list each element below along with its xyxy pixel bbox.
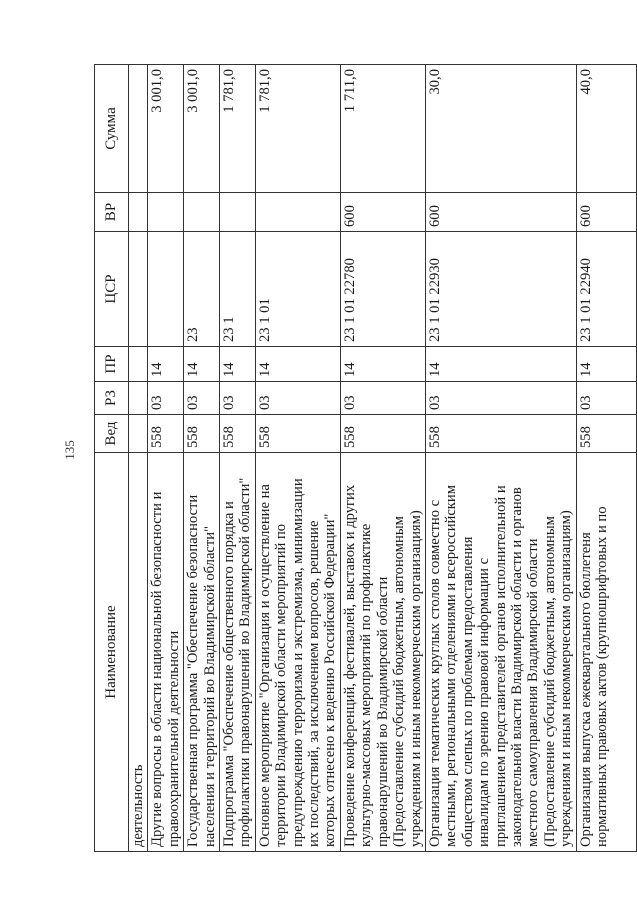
cell-pr: 14 [340, 347, 425, 382]
cell-pr: 14 [184, 347, 220, 382]
cell-vr: 600 [425, 193, 576, 232]
cell-name [220, 453, 256, 852]
name-line: Государственная программа "Обеспечение безопасности [185, 494, 202, 847]
cell-sum: 3 001,0 [148, 65, 184, 193]
name-line: Организация выпуска ежеквартального бюллетеня [577, 532, 594, 847]
name-line: местного самоуправления Владимирской области [525, 538, 542, 847]
cell-rz: 03 [148, 382, 184, 415]
cell-csr: 23 1 [220, 232, 256, 347]
budget-table [94, 64, 637, 852]
table-row [340, 65, 425, 852]
cell-csr: 23 1 01 22930 [425, 232, 576, 347]
cell-name [184, 453, 220, 852]
cell-ved: 558 [220, 415, 256, 453]
cell-vr [220, 193, 256, 232]
table-row [425, 65, 576, 852]
name-line: правоохранительной деятельности [165, 630, 182, 847]
name-line: культурно-массовых мероприятий по профилактике [358, 523, 375, 847]
header-rz: РЗ [95, 382, 129, 415]
name-line: их последствий, за исключением вопросов, решение [306, 520, 323, 847]
cell-sum: 30,0 [425, 65, 576, 193]
name-line: приглашением представителей органов исполнительной и [492, 485, 509, 847]
name-line: учреждениям и иным некоммерческим организациям) [558, 510, 575, 847]
cell-rz: 03 [184, 382, 220, 415]
cell-pr: 14 [148, 347, 184, 382]
cell-csr: 23 1 01 22780 [340, 232, 425, 347]
header-csr: ЦСР [95, 232, 129, 347]
page-number: 135 [62, 440, 77, 460]
cell-ved: 558 [184, 415, 220, 453]
name-line: Проведение конференций, фестивалей, выставок и других [341, 484, 358, 847]
header-pr: ПР [95, 347, 129, 382]
name-line: территории Владимирской области мероприятий по [273, 523, 290, 847]
name-line: обществом слепых по проблемам предоставления [459, 536, 476, 847]
name-line: местными, региональными отделениями и всероссийским [443, 485, 460, 847]
cell-vr: 600 [340, 193, 425, 232]
cell-ved: 558 [576, 415, 636, 453]
table-row [220, 65, 256, 852]
cell-sum: 1 781,0 [220, 65, 256, 193]
cell-csr: 23 1 01 [255, 232, 340, 347]
cell-vr [255, 193, 340, 232]
cell-sum: 1 711,0 [340, 65, 425, 193]
cell-rz: 03 [425, 382, 576, 415]
cell-name [576, 453, 636, 852]
name-line: учреждениям и иным некоммерческим организациям) [407, 510, 424, 847]
table-row [129, 65, 148, 852]
name-line: населения и территорий во Владимирской области" [201, 525, 218, 847]
cell-name [148, 453, 184, 852]
cell-ved: 558 [425, 415, 576, 453]
cell-name [129, 453, 148, 852]
cell-pr: 14 [220, 347, 256, 382]
header-sum: Сумма [95, 65, 129, 193]
cell-rz [129, 382, 148, 415]
cell-rz: 03 [255, 382, 340, 415]
cell-sum: 1 781,0 [255, 65, 340, 193]
cell-csr: 23 [184, 232, 220, 347]
cell-name [255, 453, 340, 852]
cell-sum: 40,0 [576, 65, 636, 193]
cell-ved: 558 [340, 415, 425, 453]
cell-name [340, 453, 425, 852]
table-row [148, 65, 184, 852]
cell-rz: 03 [220, 382, 256, 415]
cell-ved [129, 415, 148, 453]
cell-vr: 600 [576, 193, 636, 232]
cell-vr [129, 193, 148, 232]
cell-name [425, 453, 576, 852]
cell-csr [129, 232, 148, 347]
name-line: Организация тематических круглых столов совместно с [426, 499, 443, 847]
cell-csr [148, 232, 184, 347]
cell-sum [129, 65, 148, 193]
name-line: Другие вопросы в области национальной безопасности и [149, 491, 166, 847]
table-row [255, 65, 340, 852]
name-line: правонарушений во Владимирской области [374, 576, 391, 847]
cell-ved: 558 [255, 415, 340, 453]
name-line: (Предоставление субсидий бюджетным, автономным [541, 516, 558, 847]
cell-vr [184, 193, 220, 232]
cell-rz: 03 [576, 382, 636, 415]
cell-vr [148, 193, 184, 232]
cell-ved: 558 [148, 415, 184, 453]
cell-sum: 3 001,0 [184, 65, 220, 193]
name-line: законодательной власти Владимирской области и органов [508, 487, 525, 847]
header-vr: ВР [95, 193, 129, 232]
name-line: инвалидам по зрению правовой информации с [476, 557, 493, 847]
name-line: предупреждению терроризма и экстремизма, минимизации [289, 478, 306, 847]
name-line: деятельность [130, 764, 146, 847]
cell-rz: 03 [340, 382, 425, 415]
name-line: (Предоставление субсидий бюджетным, автономным [391, 516, 408, 847]
cell-pr: 14 [425, 347, 576, 382]
cell-pr [129, 347, 148, 382]
budget-table-sheet [94, 65, 610, 852]
name-line: профилактики правонарушений во Владимирской области" [237, 477, 254, 847]
header-ved: Вед [95, 415, 129, 453]
header-row [95, 65, 129, 852]
name-line: Основное мероприятие "Организация и осуществление на [256, 484, 273, 847]
cell-csr: 23 1 01 22940 [576, 232, 636, 347]
cell-pr: 14 [255, 347, 340, 382]
name-line: нормативных правовых актов (крупношрифтовых и по [593, 506, 610, 847]
table-row [576, 65, 636, 852]
header-name: Наименование [95, 453, 129, 852]
name-line: Подпрограмма "Обеспечение общественного порядка и [221, 501, 238, 847]
table-row [184, 65, 220, 852]
cell-pr: 14 [576, 347, 636, 382]
name-line: которых отнесено к ведению Российской Федерации" [322, 513, 339, 847]
